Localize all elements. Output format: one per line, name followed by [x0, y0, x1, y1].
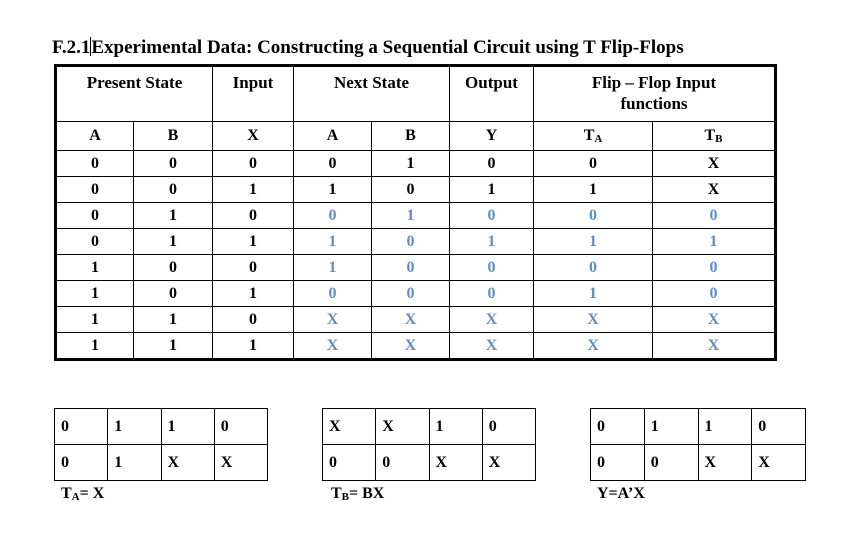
cell-ta: 0: [534, 203, 653, 229]
kmap-row: [323, 445, 536, 481]
cell-ta: 1: [534, 229, 653, 255]
cell-next-a: 0: [294, 281, 372, 307]
cell-x: 1: [213, 281, 294, 307]
cell-a: 1: [56, 255, 134, 281]
kmap-cell: 1: [698, 409, 752, 445]
table-row: [56, 177, 776, 203]
kmap-cell: 0: [323, 445, 376, 481]
col-ta-base: T: [583, 126, 595, 144]
ta-eq-base: T: [61, 485, 72, 502]
input-header: Input: [213, 66, 294, 122]
cell-y: 1: [450, 177, 534, 203]
cell-tb: 1: [653, 229, 776, 255]
kmap-row: [55, 409, 268, 445]
cell-ta: X: [534, 307, 653, 333]
cell-next-a: 1: [294, 229, 372, 255]
kmap-cell: 0: [55, 409, 108, 445]
col-x: X: [213, 122, 294, 151]
cell-a: 1: [56, 307, 134, 333]
cell-b: 0: [134, 255, 213, 281]
cell-a: 1: [56, 333, 134, 360]
cell-next-b: 1: [372, 203, 450, 229]
cell-b: 0: [134, 177, 213, 203]
y-eq-base: Y=A’X: [597, 485, 645, 502]
table-row: [56, 255, 776, 281]
kmap-cell: 0: [591, 445, 645, 481]
col-b: B: [134, 122, 213, 151]
kmap-cell: X: [376, 409, 429, 445]
col-ta-sub: A: [594, 132, 603, 145]
cell-b: 1: [134, 229, 213, 255]
ta-equation: [61, 485, 104, 503]
col-tb: [653, 122, 776, 151]
cell-tb: 0: [653, 281, 776, 307]
cell-ta: 1: [534, 281, 653, 307]
cell-a: 0: [56, 229, 134, 255]
tb-equation: [331, 485, 384, 503]
col-y: Y: [450, 122, 534, 151]
next-state-header: Next State: [294, 66, 450, 122]
table-row: [56, 307, 776, 333]
title-text: Experimental Data: Constructing a Sequential Circuit using T Flip-Flops: [91, 37, 684, 58]
cell-ta: 1: [534, 177, 653, 203]
kmap-row: [591, 409, 806, 445]
table-row: [56, 151, 776, 177]
kmap-cell: X: [698, 445, 752, 481]
kmap-cell: 0: [55, 445, 108, 481]
kmap-y: [590, 408, 806, 481]
cell-tb: X: [653, 177, 776, 203]
kmap-cell: 0: [376, 445, 429, 481]
cell-next-b: X: [372, 307, 450, 333]
cell-ta: 0: [534, 151, 653, 177]
cell-tb: 0: [653, 255, 776, 281]
cell-x: 1: [213, 333, 294, 360]
col-tb-base: T: [704, 126, 716, 144]
kmap-cell: 0: [591, 409, 645, 445]
table-row: [56, 281, 776, 307]
cell-b: 0: [134, 281, 213, 307]
col-next-b: B: [372, 122, 450, 151]
section-number: F.2.1: [52, 37, 91, 58]
cell-ta: X: [534, 333, 653, 360]
cell-y: 0: [450, 151, 534, 177]
kmap-cell: 0: [644, 445, 698, 481]
cell-x: 0: [213, 255, 294, 281]
tb-eq-base: T: [331, 485, 342, 502]
kmap-cell: 1: [108, 409, 161, 445]
cell-next-a: X: [294, 307, 372, 333]
cell-next-b: X: [372, 333, 450, 360]
state-table: [54, 64, 777, 361]
ff-input-header: [534, 66, 776, 122]
cell-tb: 0: [653, 203, 776, 229]
cell-next-a: X: [294, 333, 372, 360]
kmap-cell: X: [429, 445, 482, 481]
cell-next-b: 0: [372, 281, 450, 307]
col-tb-sub: B: [715, 132, 723, 145]
cell-ta: 0: [534, 255, 653, 281]
cell-y: X: [450, 307, 534, 333]
cell-next-a: 0: [294, 203, 372, 229]
kmap-row: [55, 445, 268, 481]
page-title: [52, 37, 684, 59]
cell-x: 1: [213, 229, 294, 255]
cell-next-b: 0: [372, 177, 450, 203]
cell-next-a: 0: [294, 151, 372, 177]
col-a: A: [56, 122, 134, 151]
cell-next-b: 1: [372, 151, 450, 177]
cell-a: 0: [56, 177, 134, 203]
kmap-cell: X: [752, 445, 806, 481]
tb-eq-rest: = BX: [349, 485, 385, 502]
kmap-cell: 0: [214, 409, 267, 445]
kmap-cell: X: [323, 409, 376, 445]
cell-a: 1: [56, 281, 134, 307]
ff-input-header-line1: Flip – Flop Input: [591, 73, 717, 92]
table-row: [56, 229, 776, 255]
cell-x: 1: [213, 177, 294, 203]
kmap-row: [323, 409, 536, 445]
kmap-ta: [54, 408, 268, 481]
cell-b: 0: [134, 151, 213, 177]
kmap-tb: [322, 408, 536, 481]
cell-b: 1: [134, 203, 213, 229]
kmap-cell: 0: [482, 409, 535, 445]
ta-eq-sub: A: [71, 491, 80, 503]
kmap-cell: X: [482, 445, 535, 481]
col-ta: [534, 122, 653, 151]
cell-next-a: 1: [294, 255, 372, 281]
kmap-cell: X: [214, 445, 267, 481]
cell-y: 1: [450, 229, 534, 255]
kmap-cell: 1: [429, 409, 482, 445]
cell-next-a: 1: [294, 177, 372, 203]
kmap-cell: 0: [752, 409, 806, 445]
cell-x: 0: [213, 203, 294, 229]
kmap-cell: 1: [161, 409, 214, 445]
kmap-cell: X: [161, 445, 214, 481]
cell-b: 1: [134, 307, 213, 333]
ff-input-header-line2: functions: [620, 94, 688, 113]
output-header: Output: [450, 66, 534, 122]
cell-tb: X: [653, 151, 776, 177]
tb-eq-sub: B: [341, 491, 350, 503]
cell-x: 0: [213, 307, 294, 333]
cell-next-b: 0: [372, 229, 450, 255]
col-next-a: A: [294, 122, 372, 151]
table-row: [56, 203, 776, 229]
kmap-cell: 1: [644, 409, 698, 445]
group-header-row: [56, 66, 776, 122]
cell-a: 0: [56, 203, 134, 229]
table-row: [56, 333, 776, 360]
cell-next-b: 0: [372, 255, 450, 281]
cell-y: 0: [450, 203, 534, 229]
kmap-cell: 1: [108, 445, 161, 481]
cell-b: 1: [134, 333, 213, 360]
cell-y: 0: [450, 255, 534, 281]
cell-a: 0: [56, 151, 134, 177]
cell-tb: X: [653, 307, 776, 333]
y-equation: [597, 485, 645, 503]
cell-y: X: [450, 333, 534, 360]
column-header-row: [56, 122, 776, 151]
cell-y: 0: [450, 281, 534, 307]
cell-tb: X: [653, 333, 776, 360]
cell-x: 0: [213, 151, 294, 177]
ta-eq-rest: = X: [79, 485, 105, 502]
kmap-row: [591, 445, 806, 481]
present-state-header: Present State: [56, 66, 213, 122]
